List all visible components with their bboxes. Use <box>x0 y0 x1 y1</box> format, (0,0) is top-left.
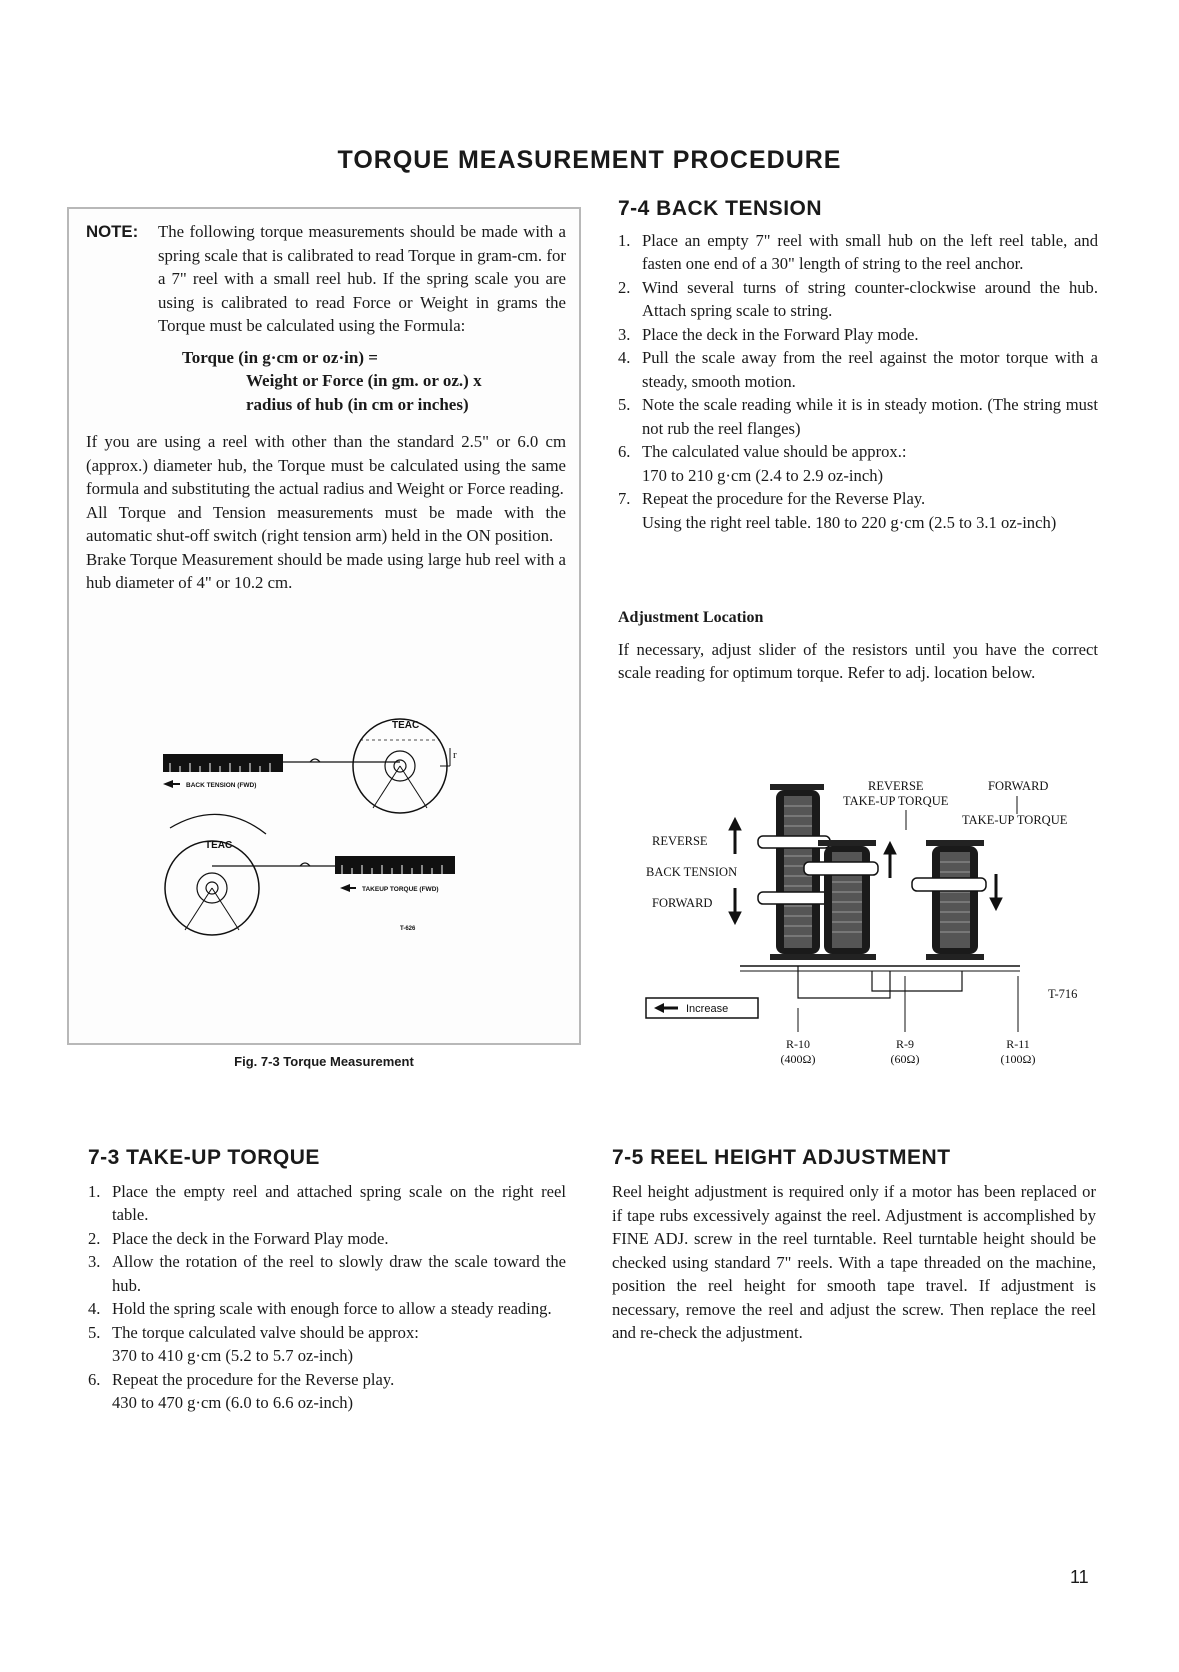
list-item: 5. Note the scale reading while it is in steady motion. (The string must not rub the reel flanges) <box>618 395 1098 438</box>
torque-measurement-figure <box>150 700 510 1000</box>
reel-height-text: Reel height adjustment is required only if a motor has been replaced or if tape rubs excessively against the reel. Adjustment is accomplished by FINE ADJ. screw in the reel turntable. Reel turntable height should be checked using standard 7" reels. With a tape threaded on the machine, position the reel height for smooth tape travel. If adjustment is necessary, remove the reel and adjust the screw. Then replace the reel and re-check the adjustment. <box>612 1182 1096 1342</box>
section-reel-height <box>612 1146 1096 1345</box>
diagram-label: BACK TENSION <box>646 865 738 879</box>
resistor-r11 <box>912 840 986 960</box>
list-item: 4. Pull the scale away from the reel against the motor torque with a steady, smooth motion. <box>618 348 1098 391</box>
diagram-label: TAKE-UP TORQUE <box>843 794 949 808</box>
list-item: 2. Wind several turns of string counter-clockwise around the hub. Attach spring scale to string. <box>618 277 1098 320</box>
list-item: 1. Place the empty reel and attached spring scale on the right reel table. <box>88 1181 566 1224</box>
diagram-label: FORWARD <box>652 896 713 910</box>
back-tension-steps <box>618 229 1098 535</box>
adjustment-heading: Adjustment Location <box>618 609 764 626</box>
section-heading: 7-5 REEL HEIGHT ADJUSTMENT <box>612 1146 951 1169</box>
takeup-steps <box>88 1180 566 1415</box>
list-item: 3. Place the deck in the Forward Play mode. <box>618 324 919 344</box>
resistor-id: R-11 <box>1006 1037 1030 1051</box>
figure-caption: Fig. 7-3 Torque Measurement <box>234 1054 414 1069</box>
list-item: 3. Allow the rotation of the reel to slowly draw the scale toward the hub. <box>88 1252 566 1295</box>
page-title: TORQUE MEASUREMENT PROCEDURE <box>337 146 842 174</box>
resistor-value: (60Ω) <box>890 1052 920 1066</box>
back-tension-setup <box>163 700 457 813</box>
formula-line: radius of hub (in cm or inches) <box>246 394 469 414</box>
resistor-value: (100Ω) <box>1000 1052 1036 1066</box>
section-heading: 7-4 BACK TENSION <box>618 197 823 220</box>
diagram-label: REVERSE <box>652 834 708 848</box>
diagram-label: TAKE-UP TORQUE <box>962 813 1068 827</box>
step-value: 430 to 470 g·cm (6.0 to 6.6 oz-inch) <box>112 1393 354 1412</box>
list-item: 7. Repeat the procedure for the Reverse Play. Using the right reel table. 180 to 220 g·cm (2.5 to 3.1 oz-inch) <box>618 489 1057 532</box>
adjustment-location <box>618 606 1098 685</box>
resistor-id: R-10 <box>786 1037 810 1051</box>
takeup-label: TAKEUP TORQUE (FWD) <box>362 886 439 893</box>
step-value: 170 to 210 g·cm (2.4 to 2.9 oz-inch) <box>642 465 884 485</box>
list-item: 1. Place an empty 7" reel with small hub on the left reel table, and fasten one end of a 30" length of string to the reel anchor. <box>618 230 1098 273</box>
diagram-label: REVERSE <box>868 779 924 793</box>
section-heading: 7-3 TAKE-UP TORQUE <box>88 1146 320 1169</box>
step-value: Using the right reel table. 180 to 220 g·cm (2.5 to 3.1 oz-inch) <box>642 512 1057 532</box>
torque-formula <box>86 346 566 417</box>
list-item: 6. Repeat the procedure for the Reverse play. 430 to 470 g·cm (6.0 to 6.6 oz-inch) <box>88 1369 395 1412</box>
diagram-label: FORWARD <box>988 779 1049 793</box>
reel-brand-label: TEAC <box>392 720 420 731</box>
note-text: The following torque measurements should be made with a spring scale that is calibrated to read Torque in gram-cm. for a 7" reel with a small reel hub. If the spring scale you are using is calibrated to read Force or Weight in grams the Torque must be calculated using the Formula: <box>158 222 566 335</box>
note-content <box>86 220 566 595</box>
takeup-torque-setup <box>165 814 455 935</box>
radius-label: r <box>453 749 457 761</box>
back-tension-label: BACK TENSION (FWD) <box>186 782 257 789</box>
figure-code: T-626 <box>400 926 416 932</box>
list-item: 4. Hold the spring scale with enough force to allow a steady reading. <box>88 1299 552 1318</box>
adjustment-text: If necessary, adjust slider of the resistors until you have the correct scale reading for optimum torque. Refer to adj. location below. <box>618 639 1098 682</box>
list-item: 2. Place the deck in the Forward Play mode. <box>88 1228 389 1248</box>
note-paragraph: Brake Torque Measurement should be made using large hub reel with a hub diameter of 4" or 10.2 cm. <box>86 549 566 592</box>
list-item: 6. The calculated value should be approx.: 170 to 210 g·cm (2.4 to 2.9 oz-inch) <box>618 442 907 485</box>
resistor-location-diagram <box>640 776 1100 1078</box>
formula-line: Weight or Force (in gm. or oz.) x <box>246 371 482 390</box>
reel-brand-label: TEAC <box>205 840 233 851</box>
note-label: NOTE: <box>86 222 139 241</box>
formula-line: Torque (in g·cm or oz·in) = <box>182 347 378 367</box>
note-paragraph: All Torque and Tension measurements must be made with the automatic shut-off switch (right tension arm) held in the ON position. <box>86 502 566 545</box>
resistor-value: (400Ω) <box>780 1052 816 1066</box>
diagram-code: T-716 <box>1048 987 1078 1001</box>
increase-label: Increase <box>686 1003 729 1015</box>
note-paragraph: If you are using a reel with other than the standard 2.5" or 6.0 cm (approx.) diameter hub, the Torque must be calculated using the same formula and substituting the actual radius and Weight or Force reading. <box>86 432 566 498</box>
resistor-id: R-9 <box>896 1037 914 1051</box>
page-number: 11 <box>1070 1567 1089 1587</box>
list-item: 5. The torque calculated valve should be approx: 370 to 410 g·cm (5.2 to 5.7 oz-inch) <box>88 1322 419 1365</box>
step-value: 370 to 410 g·cm (5.2 to 5.7 oz-inch) <box>112 1346 354 1365</box>
section-takeup-torque <box>88 1146 566 1415</box>
section-back-tension <box>618 197 1098 534</box>
